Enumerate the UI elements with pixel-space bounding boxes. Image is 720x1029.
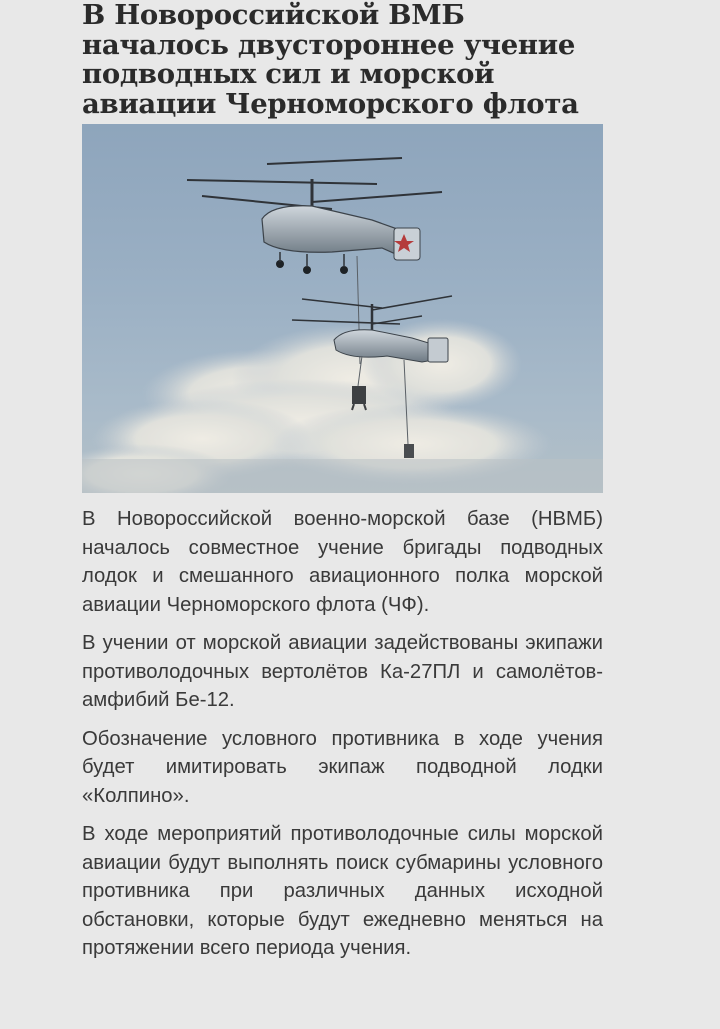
article <box>82 0 603 963</box>
article-title: В Новороссийской ВМБ началось двустороннее учение подводных сил и морской авиации Черноморского флота <box>82 0 579 120</box>
article-paragraph: В ходе мероприятий противолодочные силы морской авиации будут выполнять поиск субмарины условного противника при различных данных исходной обстановки, которые будут ежедневно меняться на протяжении всего периода учения. <box>82 823 603 959</box>
article-paragraph: В учении от морской авиации задействованы экипажи противолодочных вертолётов Ка-27ПЛ и самолётов-амфибий Бе-12. <box>82 632 603 711</box>
article-paragraph: В Новороссийской военно-морской базе (НВМБ) началось совместное учение бригады подводных лодок и смешанного авиационного полка морской авиации Черноморского флота (ЧФ). <box>82 508 603 616</box>
article-photo <box>82 124 603 493</box>
article-paragraph: Обозначение условного противника в ходе учения будет имитировать экипаж подводной лодки «Колпино». <box>82 727 603 807</box>
helicopters-illustration <box>82 124 603 493</box>
